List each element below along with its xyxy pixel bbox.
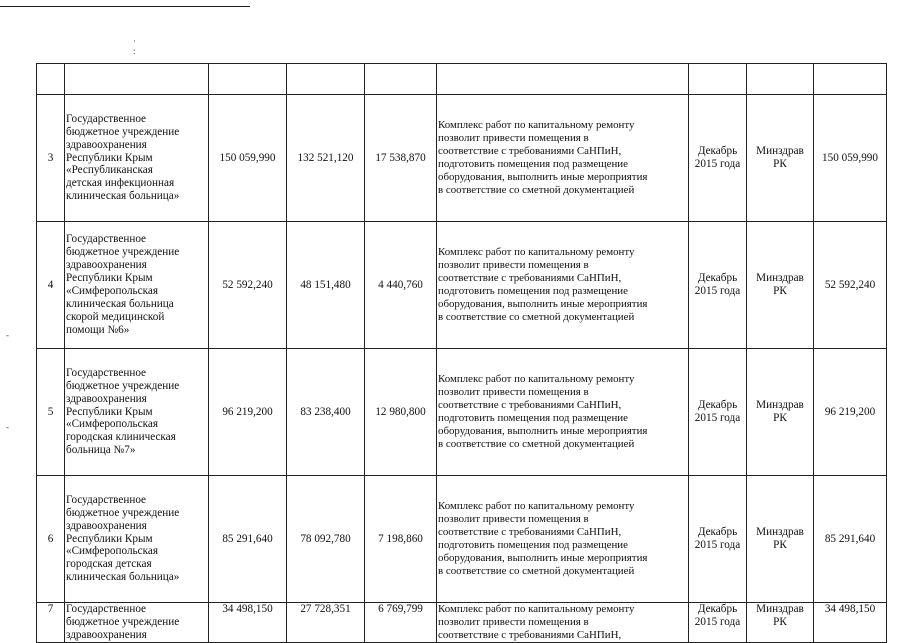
- header-cell: [689, 64, 747, 95]
- header-cell: [437, 64, 689, 95]
- row-number: 4: [37, 222, 65, 349]
- total-amount: 96 219,200: [209, 349, 287, 476]
- name-line: Республики Крым: [66, 272, 153, 285]
- desc-line: соответствие с требованиями СаНПиН,: [438, 272, 622, 285]
- desc-line: оборудования, выполнить иные мероприятия: [438, 424, 648, 437]
- desc-line: позволит привести помещения в: [438, 386, 589, 399]
- work-description: [437, 95, 689, 222]
- scan-mark: :: [133, 46, 136, 56]
- name-line: больница №7»: [66, 444, 136, 457]
- table-row: [37, 95, 887, 222]
- name-line: бюджетное учреждение: [66, 506, 180, 519]
- desc-line: в соответствие со сметной документацией: [438, 183, 635, 196]
- name-line: «Симферопольская: [66, 545, 158, 558]
- header-cell: [365, 64, 437, 95]
- budget-amount-2: 4 440,760: [365, 222, 437, 349]
- row-number: 7: [37, 603, 65, 643]
- resp-line: РК: [773, 158, 787, 170]
- name-line: «Республиканская: [66, 164, 153, 177]
- desc-line: соответствие с требованиями СаНПиН,: [438, 628, 622, 641]
- date-line: 2015 года: [694, 285, 741, 297]
- name-line: скорой медицинской: [66, 310, 165, 323]
- completion-date: [689, 95, 747, 222]
- header-row: [37, 64, 887, 95]
- name-line: здравоохранения: [66, 138, 147, 151]
- completion-date: [689, 476, 747, 603]
- name-line: «Симферопольская: [66, 418, 158, 431]
- name-line: Республики Крым: [66, 151, 153, 164]
- row-number: 6: [37, 476, 65, 603]
- scan-mark: ·: [133, 36, 136, 46]
- desc-line: Комплекс работ по капитальному ремонту: [438, 246, 635, 259]
- desc-line: оборудования, выполнить иные мероприятия: [438, 551, 648, 564]
- amount: 52 592,240: [814, 222, 887, 349]
- date-line: Декабрь: [697, 399, 738, 412]
- responsible-body: [747, 476, 814, 603]
- completion-date: [689, 603, 747, 643]
- institution-name: [65, 95, 209, 222]
- desc-line: Комплекс работ по капитальному ремонту: [438, 603, 635, 615]
- resp-line: РК: [773, 539, 787, 551]
- institution-name: [65, 476, 209, 603]
- desc-line: позволит привести помещения в: [438, 513, 589, 526]
- name-line: бюджетное учреждение: [66, 379, 180, 392]
- completion-date: [689, 222, 747, 349]
- desc-line: в соответствие со сметной документацией: [438, 437, 635, 450]
- budget-amount-2: 17 538,870: [365, 95, 437, 222]
- desc-line: в соответствие со сметной документацией: [438, 564, 635, 577]
- budget-amount-1: 27 728,351: [287, 603, 365, 643]
- work-description: [437, 222, 689, 349]
- top-rule: [0, 6, 250, 7]
- header-cell: [37, 64, 65, 95]
- institution-name: [65, 603, 209, 643]
- desc-line: подготовить помещения под размещение: [438, 539, 628, 551]
- desc-line: позволит привести помещения в: [438, 132, 589, 145]
- name-line: детская инфекционная: [66, 177, 175, 190]
- amount: 85 291,640: [814, 476, 887, 603]
- scan-mark: -: [6, 330, 9, 340]
- responsible-body: [747, 95, 814, 222]
- desc-line: Комплекс работ по капитальному ремонту: [438, 500, 635, 513]
- budget-amount-2: 7 198,860: [365, 476, 437, 603]
- name-line: бюджетное учреждение: [66, 246, 180, 259]
- date-line: 2015 года: [694, 158, 741, 170]
- name-line: здравоохранения: [66, 392, 147, 405]
- desc-line: подготовить помещения под размещение: [438, 412, 628, 424]
- responsible-body: [747, 603, 814, 643]
- resp-line: Минздрав: [756, 399, 804, 412]
- total-amount: 52 592,240: [209, 222, 287, 349]
- name-line: городская детская: [66, 558, 152, 571]
- name-line: здравоохранения: [66, 519, 147, 532]
- table-row: [37, 349, 887, 476]
- resp-line: Минздрав: [756, 145, 804, 158]
- total-amount: 150 059,990: [209, 95, 287, 222]
- name-line: Государственное: [66, 603, 147, 615]
- work-description: [437, 349, 689, 476]
- date-line: Декабрь: [697, 272, 738, 285]
- table-row: [37, 476, 887, 603]
- desc-line: Комплекс работ по капитальному ремонту: [438, 373, 635, 386]
- budget-amount-1: 132 521,120: [287, 95, 365, 222]
- desc-line: подготовить помещения под размещение: [438, 158, 628, 170]
- name-line: Республики Крым: [66, 532, 153, 545]
- name-line: клиническая больница»: [66, 190, 180, 203]
- amount: 150 059,990: [814, 95, 887, 222]
- header-cell: [209, 64, 287, 95]
- name-line: здравоохранения: [66, 259, 147, 272]
- resp-line: РК: [773, 285, 787, 297]
- name-line: Государственное: [66, 366, 147, 379]
- table-row: [37, 222, 887, 349]
- budget-amount-1: 78 092,780: [287, 476, 365, 603]
- desc-line: соответствие с требованиями СаНПиН,: [438, 526, 622, 539]
- date-line: Декабрь: [697, 526, 738, 539]
- name-line: городская клиническая: [66, 431, 176, 444]
- date-line: 2015 года: [694, 615, 741, 628]
- name-line: клиническая больница: [66, 297, 174, 310]
- header-cell: [814, 64, 887, 95]
- resp-line: Минздрав: [756, 272, 804, 285]
- desc-line: соответствие с требованиями СаНПиН,: [438, 399, 622, 412]
- name-line: бюджетное учреждение: [66, 615, 180, 628]
- work-description: [437, 476, 689, 603]
- scan-mark: -: [6, 422, 9, 432]
- name-line: Государственное: [66, 233, 147, 246]
- header-cell: [65, 64, 209, 95]
- row-number: 5: [37, 349, 65, 476]
- resp-line: РК: [773, 412, 787, 424]
- name-line: Государственное: [66, 493, 147, 506]
- budget-amount-2: 12 980,800: [365, 349, 437, 476]
- amount: 96 219,200: [814, 349, 887, 476]
- desc-line: оборудования, выполнить иные мероприятия: [438, 297, 648, 310]
- name-line: Государственное: [66, 112, 147, 125]
- institution-name: [65, 222, 209, 349]
- total-amount: 85 291,640: [209, 476, 287, 603]
- name-line: здравоохранения: [66, 628, 147, 641]
- responsible-body: [747, 222, 814, 349]
- name-line: клиническая больница»: [66, 571, 180, 584]
- budget-amount-2: 6 769,799: [365, 603, 437, 643]
- resp-line: Минздрав: [756, 526, 804, 539]
- total-amount: 34 498,150: [209, 603, 287, 643]
- budget-amount-1: 48 151,480: [287, 222, 365, 349]
- table-row: [37, 603, 887, 643]
- header-cell: [287, 64, 365, 95]
- amount: 34 498,150: [814, 603, 887, 643]
- date-line: Декабрь: [697, 603, 738, 615]
- desc-line: Комплекс работ по капитальному ремонту: [438, 119, 635, 132]
- date-line: 2015 года: [694, 539, 741, 551]
- desc-line: в соответствие со сметной документацией: [438, 310, 635, 323]
- resp-line: РК: [773, 615, 787, 628]
- name-line: бюджетное учреждение: [66, 125, 180, 138]
- name-line: Республики Крым: [66, 405, 153, 418]
- desc-line: подготовить помещения под размещение: [438, 285, 628, 297]
- row-number: 3: [37, 95, 65, 222]
- funding-table: [36, 63, 887, 643]
- date-line: Декабрь: [697, 145, 738, 158]
- desc-line: соответствие с требованиями СаНПиН,: [438, 145, 622, 158]
- institution-name: [65, 349, 209, 476]
- completion-date: [689, 349, 747, 476]
- responsible-body: [747, 349, 814, 476]
- name-line: «Симферопольская: [66, 285, 158, 297]
- work-description: [437, 603, 689, 643]
- header-cell: [747, 64, 814, 95]
- desc-line: оборудования, выполнить иные мероприятия: [438, 170, 648, 183]
- budget-amount-1: 83 238,400: [287, 349, 365, 476]
- resp-line: Минздрав: [756, 603, 804, 615]
- name-line: помощи №6»: [66, 323, 130, 336]
- date-line: 2015 года: [694, 412, 741, 424]
- desc-line: позволит привести помещения в: [438, 259, 589, 272]
- desc-line: позволит привести помещения в: [438, 615, 589, 628]
